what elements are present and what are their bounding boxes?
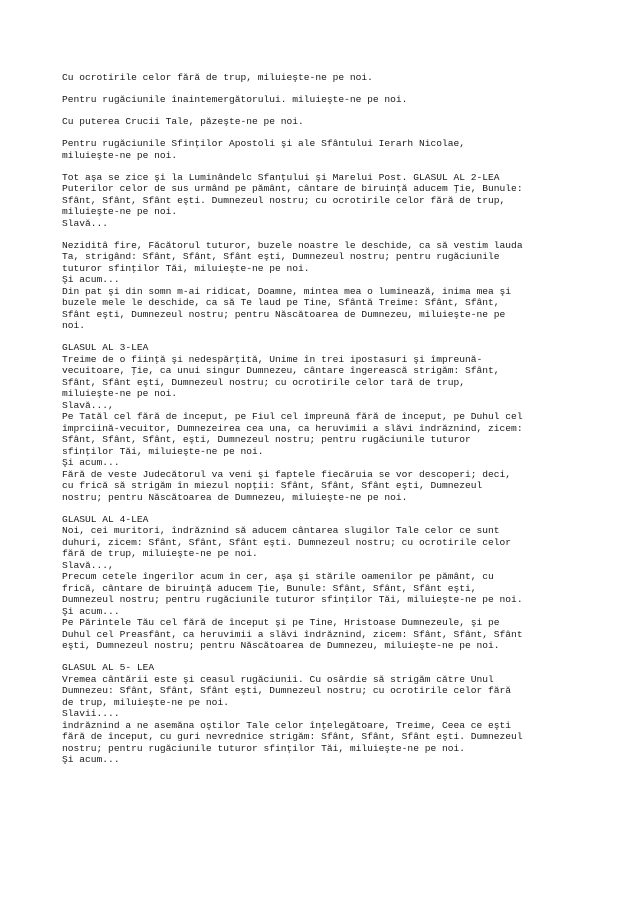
text-line: Pe Părintele Tău cel fără de început şi pe Tine, Hristoase Dumnezeule, şi pe — [62, 617, 500, 628]
text-line: Slavă..., — [62, 399, 114, 411]
text-line: nostru; pentru rugăciunile tuturor sfinţilor Tăi, miluieşte-ne pe noi. — [62, 742, 466, 754]
text-line: miluieşte-ne pe noi. — [62, 149, 178, 161]
text-line: nostru; pentru Născătoarea de Dumnezeu, miluieşte-ne pe noi. — [62, 491, 408, 503]
text-line: Puterilor celor de sus urmând pe pământ, cântare de biruinţă aducem Ţie, Bunule: — [62, 183, 523, 194]
text-line: Sfânt, Sfânt, Sfânt, eşti, Dumnezeul nostru; pentru rugăciunile tuturor — [62, 434, 471, 445]
paragraph — [62, 342, 582, 503]
text-line: Neziditâ fire, Făcătorul tuturor, buzele noastre le deschide, ca să vestim lauda — [62, 239, 523, 251]
paragraph — [62, 116, 582, 128]
text-line: de trup, miluieşte-ne pe noi. — [62, 696, 229, 708]
text-line: Slavii.... — [62, 708, 120, 719]
text-line: GLASUL AL 3-LEA — [62, 342, 149, 353]
text-line: miluieşte-ne pe noi. — [62, 388, 178, 399]
text-line: Precum cetele îngerilor acum în cer, aşa şi stările oamenilor pe pământ, cu — [62, 571, 494, 582]
text-line: Sfânt eşti, Dumnezeul nostru; pentru Născătoarea de Dumnezeu, miluieşte-ne pe — [62, 308, 506, 320]
text-line: Vremea cântării este şi ceasul rugăciunii. Cu osârdie să strigăm către Unul — [62, 673, 494, 685]
text-line: sfinţilor Tăi, miluieşte-ne pe noi. — [62, 445, 264, 457]
text-line: Pentru rugăciunile Sfinţilor Apostoli şi ale Sfântului Ierarh Nicolae, — [62, 138, 466, 149]
text-line: Din pat şi din somn m-ai ridicat, Doamne, mintea mea o luminează, inima mea şi — [62, 285, 512, 297]
text-line: Slavă..., — [62, 559, 114, 571]
paragraph — [62, 514, 582, 652]
text-line: fără de trup, miluieşte-ne pe noi. — [62, 548, 258, 559]
text-line: Treime de o fiinţă şi nedespărţită, Unime în trei ipostasuri şi împreună- — [62, 353, 483, 365]
paragraph — [62, 138, 582, 161]
text-line: Ta, strigând: Sfânt, Sfânt, Sfânt eşti, Dumnezeul nostru; pentru rugăciunile — [62, 251, 500, 262]
text-line: buzele mele le deschide, ca să Te laud pe Tine, Sfântă Treime: Sfânt, Sfânt, — [62, 297, 500, 308]
text-line: Şi acum... — [62, 457, 120, 468]
text-line: Slavă... — [62, 217, 109, 229]
text-line: Dumnezeul nostru; pentru rugăciunile tuturor sfinţilor Tăi, miluieşte-ne pe noi. — [62, 594, 523, 605]
text-line: Tot aşa se zice şi la Luminândelc Sfanţului şi Marelui Post. GLASUL AL 2-LEA — [62, 171, 500, 183]
text-line: îndrăznind a ne asemăna oştilor Tale celor înţelegătoare, Treime, Ceea ce eşti — [62, 719, 512, 731]
text-line: Pentru rugăciunile înaintemergătorului. miluieşte-ne pe noi. — [62, 94, 408, 105]
text-line: tuturor sfinţilor Tăi, miluieşte-ne pe noi. — [62, 262, 310, 274]
text-line: Sfânt, Sfânt, Sfânt eşti. Dumnezeul nostru; cu ocrotirile celor fără de trup, — [62, 194, 506, 206]
text-line: Sfânt, Sfânt eşti, Dumnezeul nostru; cu ocrotirile celor tară de trup, — [62, 376, 466, 388]
text-line: frică, cântare de biruinţă aducem Ţie, Bunule: Sfânt, Sfânt, Sfânt eşti, — [62, 582, 477, 594]
paragraph — [62, 72, 582, 84]
text-line: împrciină-vecuitor, Dumnezeirea cea una, ca heruvimii a slăvi îndrăznind, zicem: — [62, 422, 523, 434]
text-line: Noi, cei muritori, îndrăznind să aducem cântarea slugilor Tale celor ce sunt — [62, 525, 500, 536]
text-line: vecuitoare, Ţie, ca unui singur Dumnezeu, cântare îngerească strigăm: Sfânt, — [62, 365, 500, 376]
text-line: duhuri, zicem: Sfânt, Sfânt, Sfânt eşti. Dumnezeul nostru; cu ocrotirile celor — [62, 536, 512, 548]
text-line: Şi acum... — [62, 274, 120, 285]
text-line: Şi acum... — [62, 605, 120, 617]
paragraph — [62, 94, 582, 106]
text-line: Fără de veste Judecătorul va veni şi faptele fiecăruia se vor descoperi; deci, — [62, 468, 512, 480]
text-line: noi. — [62, 320, 86, 331]
text-line: miluieşte-ne pe noi. — [62, 206, 178, 217]
text-line: Şi acum... — [62, 754, 120, 765]
text-line: Cu puterea Crucii Tale, păzeşte-ne pe noi. — [62, 116, 304, 127]
text-line: cu frică să strigăm în miezul nopţii: Sfânt, Sfânt, Sfânt eşti, Dumnezeul — [62, 480, 483, 491]
paragraph — [62, 240, 582, 332]
paragraph — [62, 172, 582, 230]
paragraph — [62, 662, 582, 766]
text-line: Cu ocrotirile celor fără de trup, miluieşte-ne pe noi. — [62, 72, 373, 83]
text-line: eşti, Dumnezeul nostru; pentru Născătoarea de Dumnezeu, miluieşte-ne pe noi. — [62, 640, 500, 651]
text-line: Duhul cel Preasfânt, ca heruvimii a slăvi îndrăznind, zicem: Sfânt, Sfânt, Sfânt — [62, 628, 523, 640]
text-line: GLASUL AL 4-LEA — [62, 513, 149, 525]
text-line: fără de început, cu guri nevrednice strigăm: Sfânt, Sfânt, Sfânt eşti. Dumnezeul — [62, 731, 523, 742]
text-line: Pe Tatăl cel fără de început, pe Fiul cel împreună fără de început, pe Duhul cel — [62, 411, 523, 422]
text-line: GLASUL AL 5- LEA — [62, 662, 155, 673]
document-page — [62, 72, 582, 776]
text-line: Dumnezeu: Sfânt, Sfânt, Sfânt eşti, Dumnezeul nostru; cu ocrotirile celor fără — [62, 685, 512, 696]
